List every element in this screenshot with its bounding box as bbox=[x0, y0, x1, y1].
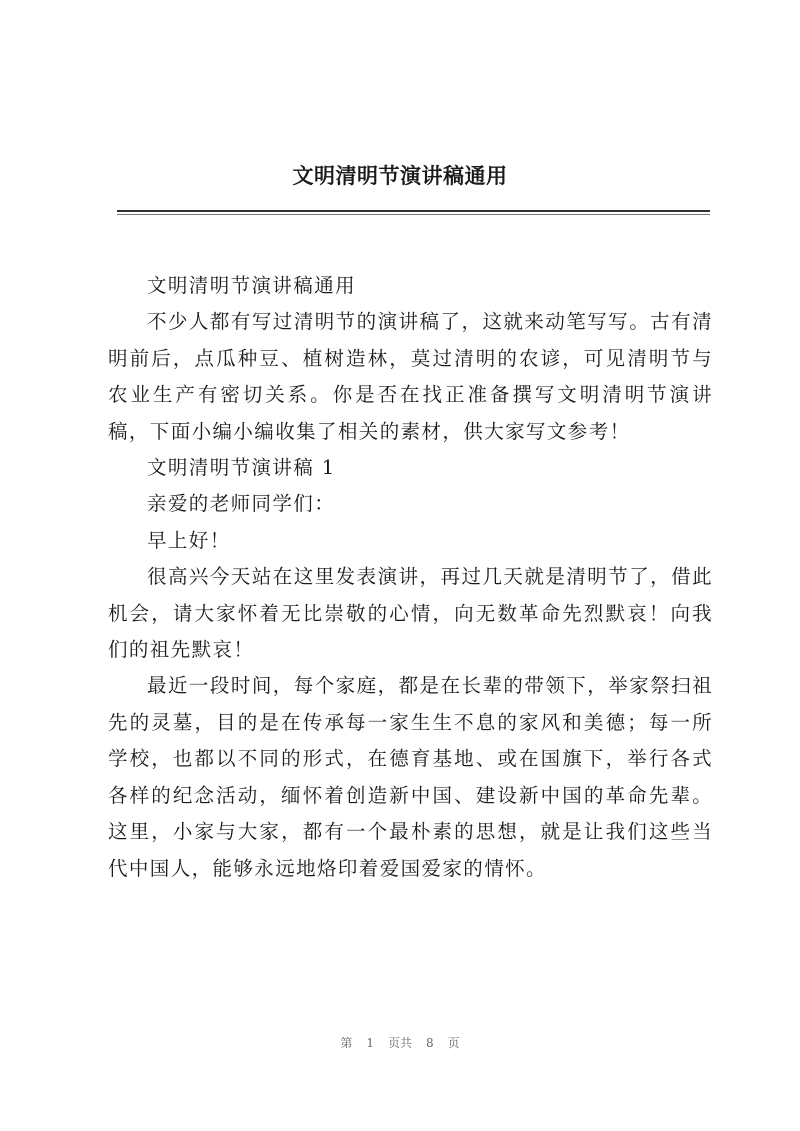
paragraph-body-1: 很高兴今天站在这里发表演讲，再过几天就是清明节了，借此机会，请大家怀着无比崇敬的心情，向无数革命先烈默哀！向我们的祖先默哀！ bbox=[108, 565, 713, 662]
footer-total-pages: 8 bbox=[426, 1036, 434, 1050]
page-title: 文明清明节演讲稿通用 bbox=[292, 163, 508, 188]
title-divider bbox=[117, 210, 710, 212]
page-footer bbox=[0, 1034, 800, 1051]
paragraph-heading: 文明清明节演讲稿通用 bbox=[147, 274, 357, 297]
footer-current-page: 1 bbox=[366, 1036, 374, 1050]
footer-prefix: 第 bbox=[340, 1036, 353, 1050]
paragraph-salutation: 亲爱的老师同学们： bbox=[147, 492, 336, 516]
paragraph-body-2: 最近一段时间，每个家庭，都是在长辈的带领下，举家祭扫祖先的灵墓，目的是在传承每一家生生不息的家风和美德；每一所学校，也都以不同的形式，在德育基地、或在国旗下，举行各式各样的纪念活动，缅怀着创造新中国、建设新中国的革命先辈。这里，小家与大家，都有一个最朴素的思想，就是让我们这些当代中国人，能够永远地烙印着爱国爱家的情怀。 bbox=[108, 674, 713, 880]
paragraph-section-title: 文明清明节演讲稿 1 bbox=[147, 456, 336, 480]
footer-suffix: 页 bbox=[447, 1036, 460, 1050]
title-divider-thin bbox=[117, 214, 710, 215]
paragraph-intro: 不少人都有写过清明节的演讲稿了，这就来动笔写写。古有清明前后，点瓜种豆、植树造林，莫过清明的农谚，可见清明节与农业生产有密切关系。你是否在找正准备撰写文明清明节演讲稿，下面小编小编收集了相关的素材，供大家写文参考！ bbox=[108, 310, 713, 443]
paragraph-greeting: 早上好！ bbox=[147, 528, 231, 552]
footer-middle: 页共 bbox=[387, 1036, 412, 1050]
document-body bbox=[108, 268, 713, 887]
